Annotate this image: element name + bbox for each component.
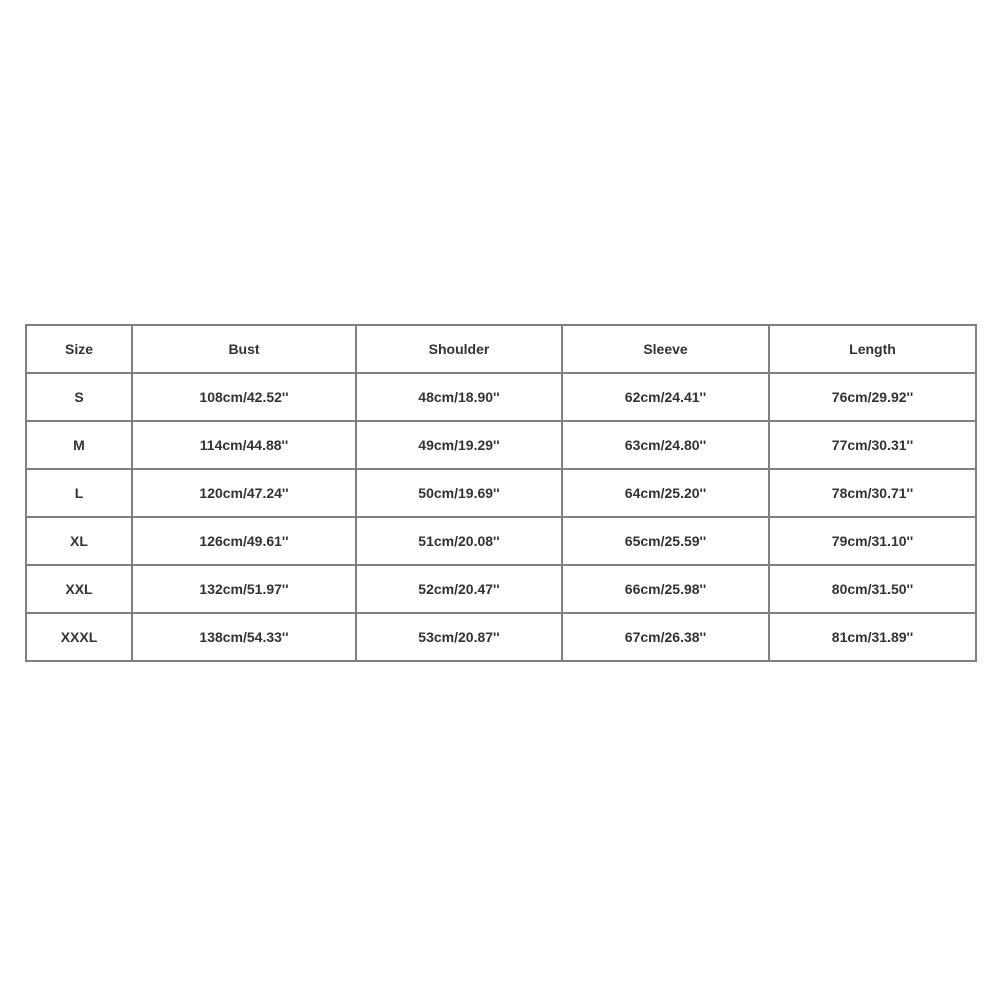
size-chart-table — [25, 324, 977, 662]
cell-length: 77cm/30.31'' — [769, 421, 976, 469]
table-row — [26, 373, 976, 421]
cell-bust: 126cm/49.61'' — [132, 517, 356, 565]
cell-sleeve: 66cm/25.98'' — [562, 565, 769, 613]
cell-shoulder: 48cm/18.90'' — [356, 373, 562, 421]
cell-size: L — [26, 469, 132, 517]
cell-length: 79cm/31.10'' — [769, 517, 976, 565]
table-row — [26, 421, 976, 469]
cell-bust: 132cm/51.97'' — [132, 565, 356, 613]
cell-shoulder: 52cm/20.47'' — [356, 565, 562, 613]
cell-size: XL — [26, 517, 132, 565]
cell-sleeve: 63cm/24.80'' — [562, 421, 769, 469]
cell-shoulder: 53cm/20.87'' — [356, 613, 562, 661]
header-row — [26, 325, 976, 373]
cell-size: S — [26, 373, 132, 421]
cell-length: 78cm/30.71'' — [769, 469, 976, 517]
cell-bust: 108cm/42.52'' — [132, 373, 356, 421]
cell-sleeve: 64cm/25.20'' — [562, 469, 769, 517]
header-length: Length — [769, 325, 976, 373]
header-sleeve: Sleeve — [562, 325, 769, 373]
table-row — [26, 613, 976, 661]
header-shoulder: Shoulder — [356, 325, 562, 373]
cell-sleeve: 67cm/26.38'' — [562, 613, 769, 661]
cell-sleeve: 65cm/25.59'' — [562, 517, 769, 565]
cell-length: 81cm/31.89'' — [769, 613, 976, 661]
cell-size: XXL — [26, 565, 132, 613]
table-row — [26, 565, 976, 613]
cell-sleeve: 62cm/24.41'' — [562, 373, 769, 421]
cell-shoulder: 49cm/19.29'' — [356, 421, 562, 469]
cell-bust: 120cm/47.24'' — [132, 469, 356, 517]
cell-size: XXXL — [26, 613, 132, 661]
cell-shoulder: 50cm/19.69'' — [356, 469, 562, 517]
header-size: Size — [26, 325, 132, 373]
table-row — [26, 469, 976, 517]
cell-length: 80cm/31.50'' — [769, 565, 976, 613]
cell-bust: 114cm/44.88'' — [132, 421, 356, 469]
cell-shoulder: 51cm/20.08'' — [356, 517, 562, 565]
cell-length: 76cm/29.92'' — [769, 373, 976, 421]
cell-size: M — [26, 421, 132, 469]
header-bust: Bust — [132, 325, 356, 373]
table-row — [26, 517, 976, 565]
cell-bust: 138cm/54.33'' — [132, 613, 356, 661]
